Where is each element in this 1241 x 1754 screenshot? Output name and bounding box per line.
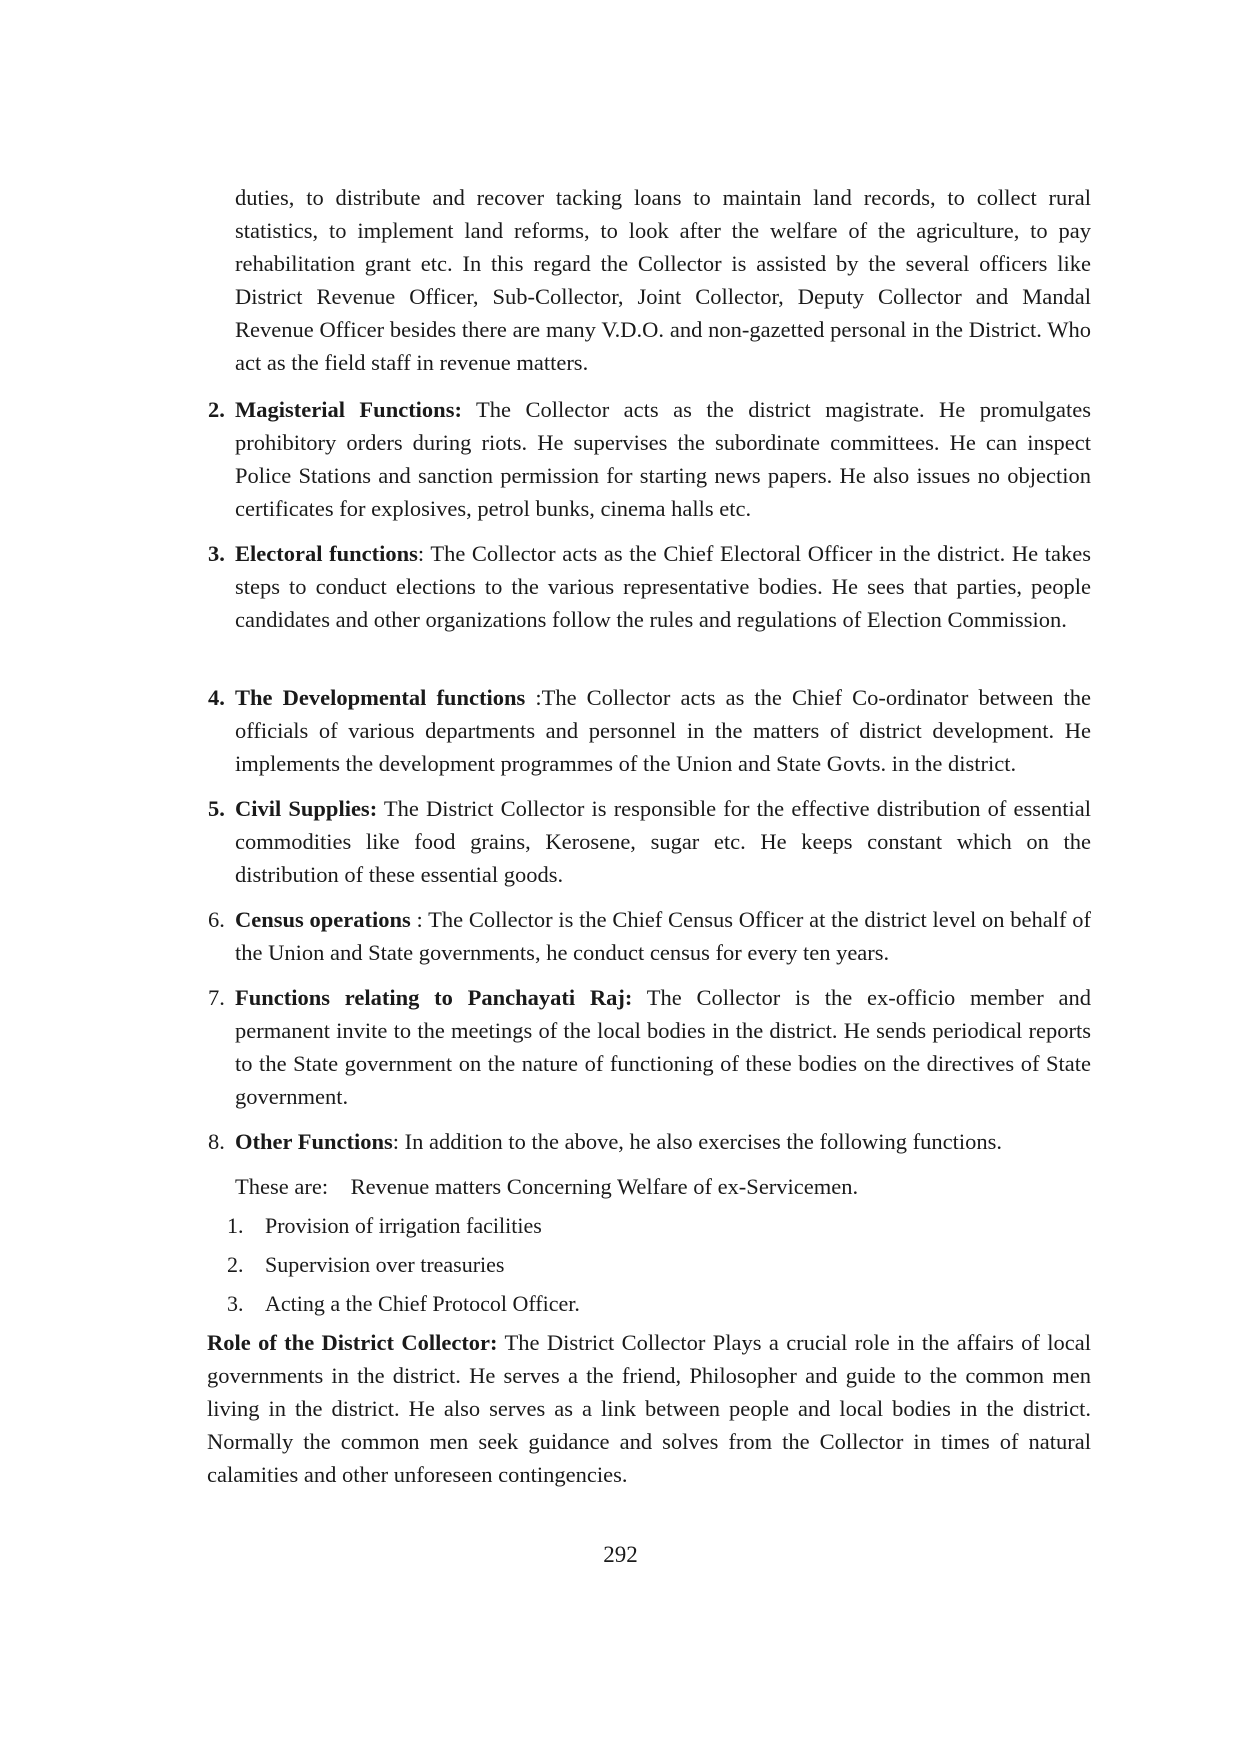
item-text: The Collector acts as the district magistrate. He promulgates prohibitory orders during riots. He supervises the subordinate committees. He can inspect Police Stations and sanction permission for starting news papers. He also issues no objection certificates for explosives, petrol bunks, cinema halls etc. <box>235 397 1091 521</box>
item-heading: Census operations <box>235 907 411 932</box>
role-paragraph <box>207 1326 1091 1491</box>
item-number: 6. <box>208 907 225 932</box>
item-heading: Magisterial Functions: <box>235 397 462 422</box>
item-number: 5. <box>208 796 225 821</box>
sub-list-item <box>227 1287 580 1320</box>
list-item-developmental <box>208 681 1091 780</box>
item-heading: Electoral functions <box>235 541 418 566</box>
item-number: 4. <box>208 685 225 710</box>
sub-item-text: Provision of irrigation facilities <box>265 1213 542 1238</box>
sub-item-text: Acting a the Chief Protocol Officer. <box>265 1291 580 1316</box>
item-text: : The Collector acts as the Chief Electoral Officer in the district. He takes steps to conduct elections to the various representative bodies. He sees that parties, people candidates and other organizations follow the rules and regulations of Election Commission. <box>235 541 1091 632</box>
list-item-electoral <box>208 537 1091 636</box>
item-heading: Other Functions <box>235 1129 393 1154</box>
item-number: 7. <box>208 985 225 1010</box>
item-heading: Functions relating to Panchayati Raj: <box>235 985 633 1010</box>
list-item-civil-supplies <box>208 792 1091 891</box>
sub-list-item <box>227 1209 542 1242</box>
list-item-census <box>208 903 1091 969</box>
item-number: 3. <box>208 541 225 566</box>
item-heading: The Developmental functions <box>235 685 526 710</box>
item-text: :The Collector acts as the Chief Co-ordinator between the officials of various departments and personnel in the matters of district development. He implements the development programmes of the Union and State Govts. in the district. <box>235 685 1091 776</box>
sub-item-text: Supervision over treasuries <box>265 1252 505 1277</box>
item-heading: Civil Supplies: <box>235 796 378 821</box>
item-text: The Collector is the ex-officio member and permanent invite to the meetings of the local bodies in the district. He sends periodical reports to the State government on the nature of functioning of these bodies on the directives of State government. <box>235 985 1091 1109</box>
continuation-paragraph: duties, to distribute and recover tacking loans to maintain land records, to collect rural statistics, to implement land reforms, to look after the welfare of the agriculture, to pay rehabilitation grant etc. In this regard the Collector is assisted by the several officers like District Revenue Officer, Sub-Collector, Joint Collector, Deputy Collector and Mandal Revenue Officer besides there are many V.D.O. and non-gazetted personal in the District. Who act as the field staff in revenue matters. <box>235 185 1091 375</box>
list-item-other-functions <box>208 1125 1091 1158</box>
these-are-line: These are: Revenue matters Concerning Welfare of ex-Servicemen. <box>235 1174 859 1199</box>
sub-list-item <box>227 1248 505 1281</box>
sub-item-number: 2. <box>227 1252 244 1277</box>
item-text: The District Collector is responsible for the effective distribution of essential commodities like food grains, Kerosene, sugar etc. He keeps constant which on the distribution of these essential goods. <box>235 796 1091 887</box>
item-text: : In addition to the above, he also exercises the following functions. <box>392 1129 1002 1154</box>
item-text: : The Collector is the Chief Census Officer at the district level on behalf of the Union and State governments, he conduct census for every ten years. <box>235 907 1091 965</box>
sub-item-number: 3. <box>227 1291 244 1316</box>
item-number: 8. <box>208 1129 225 1154</box>
page-number: 292 <box>603 1542 638 1567</box>
sub-item-number: 1. <box>227 1213 244 1238</box>
role-heading: Role of the District Collector: <box>207 1330 498 1355</box>
list-item-magisterial <box>208 393 1091 525</box>
item-number: 2. <box>208 397 225 422</box>
role-text: The District Collector Plays a crucial role in the affairs of local governments in the district. He serves a the friend, Philosopher and guide to the common men living in the district. He also serves as a link between people and local bodies in the district. Normally the common men seek guidance and solves from the Collector in times of natural calamities and other unforeseen contingencies. <box>207 1330 1091 1487</box>
list-item-panchayati-raj <box>208 981 1091 1113</box>
